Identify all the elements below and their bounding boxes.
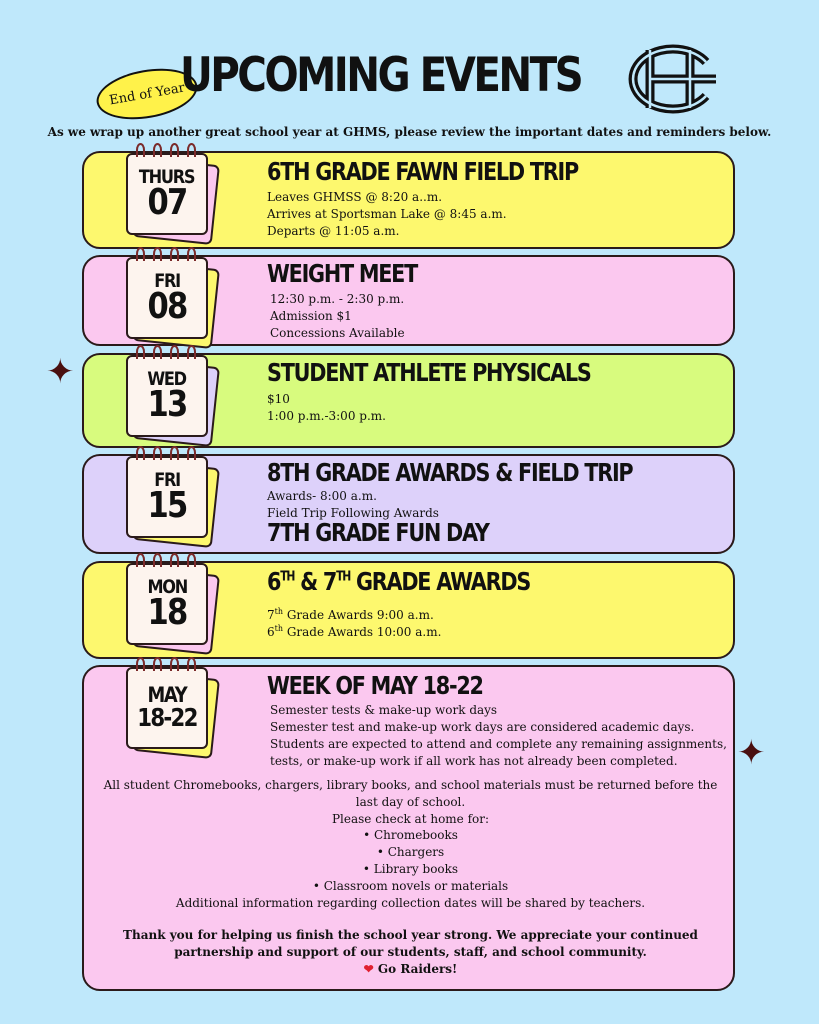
thanks-line: Thank you for helping us finish the school year strong. We appreciate your continued xyxy=(123,928,698,942)
event-details xyxy=(267,189,507,240)
event-card-grade-awards xyxy=(82,561,735,659)
calendar-icon xyxy=(126,663,212,755)
event-day: MAY xyxy=(147,683,187,708)
event-card-8th-grade-awards xyxy=(82,454,735,554)
event-date: 18-22 xyxy=(137,703,197,733)
sparkle-icon: ✦ xyxy=(737,733,766,773)
event-title: STUDENT ATHLETE PHYSICALS xyxy=(267,358,591,387)
detail-superscript: th xyxy=(274,607,284,616)
calendar-icon xyxy=(126,351,212,443)
notice-line: Additional information regarding collection dates will be shared by teachers. xyxy=(175,895,646,910)
event-detail-line xyxy=(267,603,441,620)
event-card-weight-meet xyxy=(82,255,735,346)
title-part: GRADE AWARDS xyxy=(350,567,531,596)
event-date: 15 xyxy=(147,484,187,526)
sparkle-icon: ✦ xyxy=(46,352,75,392)
event-detail-line: Admission $1 xyxy=(270,309,352,323)
event-detail-line: Leaves GHMSS @ 8:20 a..m. xyxy=(267,190,443,204)
calendar-icon xyxy=(126,559,212,651)
event-detail-line: Awards- 8:00 a.m. xyxy=(267,489,377,503)
event-details xyxy=(267,391,386,425)
event-card-week-of-may xyxy=(82,665,735,991)
thank-you-message xyxy=(84,927,737,977)
signoff xyxy=(84,961,737,978)
title-superscript: TH xyxy=(280,569,295,585)
event-details xyxy=(270,291,405,342)
event-detail-line: $10 xyxy=(267,392,290,406)
event-detail-line: Students are expected to attend and complete any remaining assignments, xyxy=(270,737,727,751)
event-card-fawn-field-trip xyxy=(82,151,735,249)
detail-part: 6 xyxy=(267,625,275,639)
notice-line: All student Chromebooks, chargers, library books, and school materials must be returned before the xyxy=(103,778,718,792)
gh-logo xyxy=(620,44,724,114)
event-detail-line xyxy=(267,620,441,637)
checklist-item: • Chromebooks xyxy=(363,828,458,843)
event-day: FRI xyxy=(154,269,180,292)
event-subtitle: 7TH GRADE FUN DAY xyxy=(267,518,489,547)
title-part: & 7 xyxy=(294,567,337,596)
event-detail-line: Semester tests & make-up work days xyxy=(270,703,498,717)
event-title: WEIGHT MEET xyxy=(267,259,418,288)
event-day: THURS xyxy=(139,165,195,188)
event-date: 08 xyxy=(147,285,187,327)
checklist-item: • Chargers xyxy=(376,845,445,860)
event-detail-line: 1:00 p.m.-3:00 p.m. xyxy=(267,409,386,423)
event-detail-line: Concessions Available xyxy=(270,326,405,340)
return-materials-notice xyxy=(84,777,737,911)
event-title: 8TH GRADE AWARDS & FIELD TRIP xyxy=(267,458,633,487)
header xyxy=(0,0,819,150)
intro-text: As we wrap up another great school year at GHMS, please review the important dates and reminders below. xyxy=(47,125,772,139)
detail-part: 7 xyxy=(267,608,275,622)
event-card-athlete-physicals xyxy=(82,353,735,448)
checklist-item: • Classroom novels or materials xyxy=(312,878,509,893)
event-day: WED xyxy=(147,367,187,390)
calendar-icon xyxy=(126,253,212,345)
notice-line: last day of school. xyxy=(355,794,466,809)
event-date: 07 xyxy=(147,181,187,223)
calendar-icon xyxy=(126,452,212,544)
thanks-line: partnership and support of our students, staff, and school community. xyxy=(174,944,647,959)
event-date: 18 xyxy=(147,591,187,633)
event-detail-line: Arrives at Sportsman Lake @ 8:45 a.m. xyxy=(267,207,507,221)
detail-part: Grade Awards 10:00 a.m. xyxy=(283,625,442,639)
event-title xyxy=(267,569,530,594)
page-title: UPCOMING EVENTS xyxy=(180,48,582,103)
event-title: WEEK OF MAY 18-22 xyxy=(267,671,483,700)
event-detail-line: tests, or make-up work if all work has not already been completed. xyxy=(270,754,678,768)
event-details xyxy=(267,603,441,637)
event-date: 13 xyxy=(147,383,187,425)
checklist-item: • Library books xyxy=(362,861,459,876)
event-day: FRI xyxy=(154,468,180,491)
heart-icon: ❤ xyxy=(363,961,374,976)
calendar-icon xyxy=(126,149,212,241)
event-detail-line: Semester test and make-up work days are considered academic days. xyxy=(270,720,695,734)
event-detail-line: Field Trip Following Awards xyxy=(267,506,439,520)
event-detail-line: Departs @ 11:05 a.m. xyxy=(267,224,400,238)
detail-part: Grade Awards 9:00 a.m. xyxy=(283,608,434,622)
event-title: 6TH GRADE FAWN FIELD TRIP xyxy=(267,157,578,186)
notice-line: Please check at home for: xyxy=(331,811,490,826)
event-detail-line: 12:30 p.m. - 2:30 p.m. xyxy=(270,292,405,306)
title-superscript: TH xyxy=(336,569,351,585)
event-details xyxy=(270,702,727,770)
end-of-year-badge: End of Year xyxy=(93,62,202,127)
event-day: MON xyxy=(147,575,187,598)
title-part: 6 xyxy=(267,567,281,596)
detail-superscript: th xyxy=(274,624,284,633)
event-details xyxy=(267,488,439,522)
signoff-text: Go Raiders! xyxy=(377,961,458,976)
